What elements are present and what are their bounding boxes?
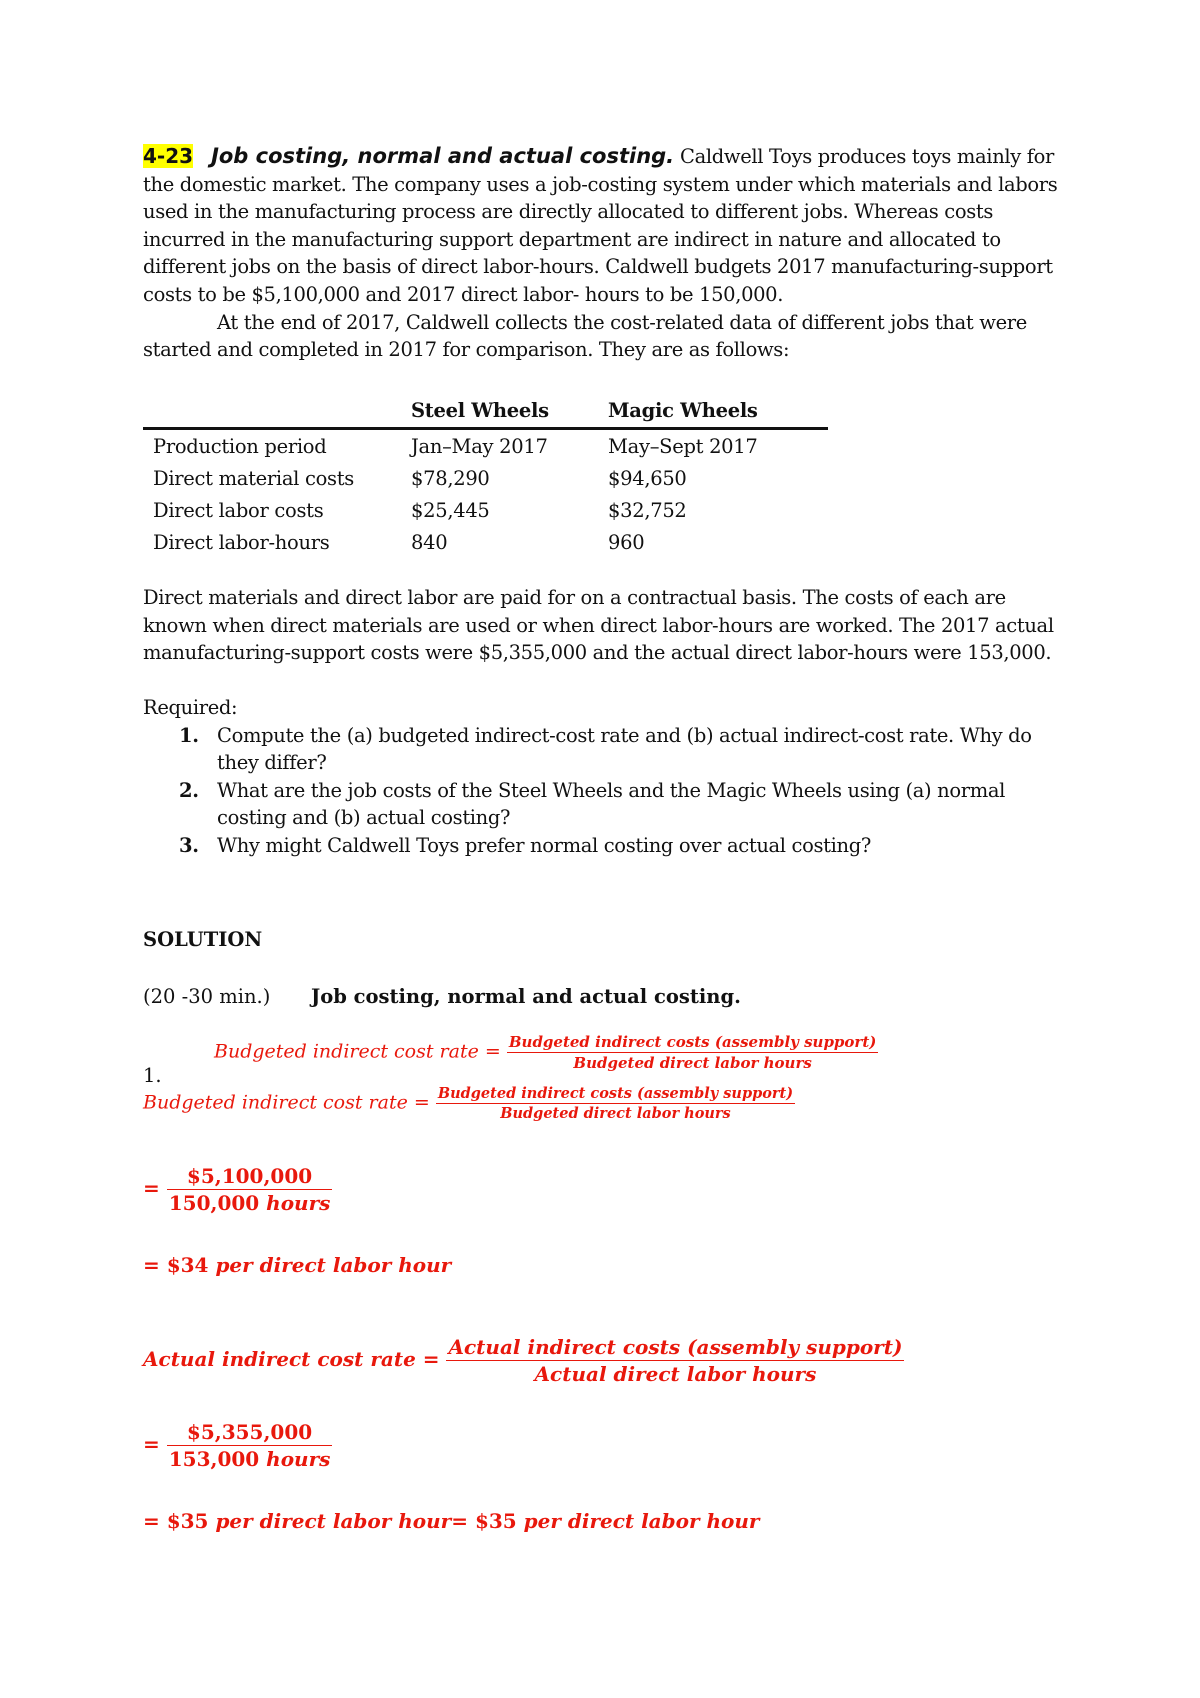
fraction-numerator: Budgeted indirect costs (assembly support)	[508, 1033, 877, 1051]
equation-actual-values	[143, 1420, 332, 1471]
equation-budgeted-rate-2	[143, 1085, 795, 1122]
required-section	[143, 694, 1063, 860]
paragraph-contractual-basis: Direct materials and direct labor are paid for on a contractual basis. The costs of each are known when direct materials are used or when direct labor-hours are worked. The 2017 actual manufacturing-support costs were $5,355,000 and the actual direct labor-hours were 153,000.	[143, 586, 1054, 665]
equation-actual-result	[143, 1509, 759, 1533]
solution-time: (20 -30 min.)	[143, 985, 271, 1008]
table-header-magic-wheels: Magic Wheels	[608, 393, 828, 429]
hours-value: 150,000	[168, 1191, 260, 1215]
hours-value: 153,000	[168, 1447, 260, 1471]
hours-unit: hours	[266, 1447, 331, 1471]
equation-actual-rate	[143, 1335, 904, 1386]
list-item	[143, 777, 1063, 832]
equation-budgeted-values	[143, 1164, 332, 1215]
fraction	[167, 1164, 333, 1215]
equation-budgeted-rate-1	[214, 1033, 878, 1072]
table-cell: $94,650	[608, 466, 687, 490]
problem-intro: Caldwell Toys produces toys mainly for the domestic market. The company uses a job-costing system under which materials and labors used in the manufacturing process are directly allocated to different jobs. Whereas costs incurred in the manufacturing support department are indirect in nature and allocated to different jobs on the basis of direct labor-hours. Caldwell budgets 2017 manufacturing-support costs to be $5,100,000 and 2017 direct labor- hours to be 150,000.	[143, 145, 1058, 306]
equation-lhs: Actual indirect cost rate =	[143, 1347, 440, 1371]
fraction-denominator	[167, 1190, 333, 1215]
table-cell: $25,445	[411, 498, 490, 522]
table-cell: Production period	[153, 434, 327, 458]
fraction	[167, 1420, 333, 1471]
fraction	[446, 1335, 904, 1386]
fraction-numerator: $5,100,000	[167, 1164, 333, 1190]
fraction-denominator: Budgeted direct labor hours	[500, 1105, 731, 1122]
list-item	[143, 722, 1063, 777]
equation-equals: =	[143, 1432, 160, 1456]
table-row	[143, 494, 828, 526]
table-row	[143, 429, 828, 463]
table-cell: $78,290	[411, 466, 490, 490]
fraction-numerator: Budgeted indirect costs (assembly support)	[437, 1085, 794, 1102]
table-cell: Direct material costs	[153, 466, 355, 490]
problem-number: 4-23	[143, 144, 194, 168]
table-row	[143, 462, 828, 494]
fraction	[507, 1033, 879, 1072]
fraction-denominator: Budgeted direct labor hours	[573, 1054, 812, 1072]
problem-title: Job costing, normal and actual costing.	[211, 144, 675, 168]
fraction	[436, 1085, 795, 1122]
table-cell: Jan–May 2017	[411, 434, 548, 458]
list-item-text: What are the job costs of the Steel Wheels and the Magic Wheels using (a) normal costing and (b) actual costing?	[217, 778, 1005, 830]
hours-unit: hours	[266, 1191, 331, 1215]
job-data-table	[143, 393, 828, 558]
list-item	[143, 832, 1063, 860]
equation-lhs: Budgeted indirect cost rate =	[143, 1091, 430, 1114]
list-item-text: Why might Caldwell Toys prefer normal costing over actual costing?	[217, 833, 871, 857]
table-header-row	[143, 393, 828, 429]
problem-intro-2: At the end of 2017, Caldwell collects the cost-related data of different jobs that were started and completed in 2017 for comparison. They are as follows:	[143, 310, 1027, 362]
table-cell: 960	[608, 530, 645, 554]
required-list	[143, 722, 1063, 860]
solution-title: Job costing, normal and actual costing.	[311, 985, 741, 1008]
solution-part-number: 1.	[143, 1064, 162, 1087]
fraction-numerator: $5,355,000	[167, 1420, 333, 1446]
list-item-number: 2.	[179, 778, 199, 802]
result-text: per direct labor hour	[215, 1253, 452, 1277]
result-text-repeat: per direct labor hour	[523, 1509, 760, 1533]
solution-heading: SOLUTION	[143, 928, 263, 951]
fraction-denominator	[167, 1446, 333, 1471]
fraction-numerator: Actual indirect costs (assembly support)	[448, 1335, 903, 1359]
result-value: = $35	[143, 1509, 209, 1533]
table-cell: Direct labor costs	[153, 498, 324, 522]
problem-statement	[143, 143, 1063, 364]
list-item-number: 3.	[179, 833, 199, 857]
result-value: = $34	[143, 1253, 209, 1277]
result-text: per direct labor hour	[215, 1509, 452, 1533]
table-header-cell	[143, 393, 411, 429]
list-item-number: 1.	[179, 723, 199, 747]
equation-equals: =	[143, 1176, 160, 1200]
table-row	[143, 526, 828, 558]
required-label: Required:	[143, 696, 238, 719]
table-cell: 840	[411, 530, 448, 554]
equation-budgeted-result	[143, 1253, 451, 1277]
table-header-steel-wheels: Steel Wheels	[411, 393, 608, 429]
table-cell: Direct labor-hours	[153, 530, 330, 554]
result-value-repeat: = $35	[451, 1509, 517, 1533]
table-cell: May–Sept 2017	[608, 434, 758, 458]
list-item-text: Compute the (a) budgeted indirect-cost rate and (b) actual indirect-cost rate. Why do they differ?	[217, 723, 1032, 775]
table-cell: $32,752	[608, 498, 687, 522]
fraction-denominator: Actual direct labor hours	[534, 1362, 817, 1386]
equation-lhs: Budgeted indirect cost rate =	[214, 1040, 501, 1063]
